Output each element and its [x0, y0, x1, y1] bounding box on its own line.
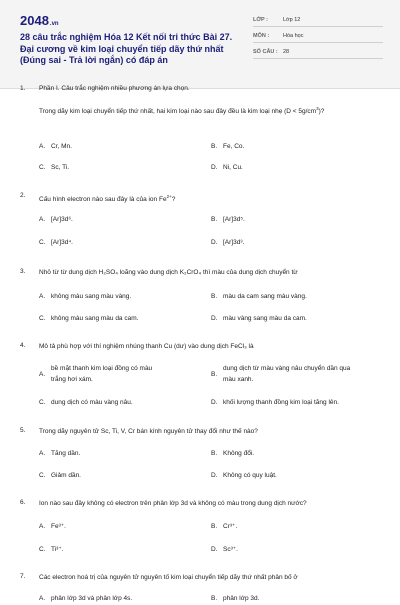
question-text: Ion nào sau đây không có electron trên phân lớp 3d và không có màu trong dung dịch nước?: [39, 500, 307, 507]
page-header: 2048.vn 28 câu trắc nghiệm Hóa 12 Kết nối tri thức Bài 27. Đại cương về kim loại chuyển tiếp dãy thứ nhất (Đúng sai - Trả lời ngắn) có đáp án LỚP : Lớp 12 MÔN : Hóa học SỐ CÂU : 28: [0, 0, 400, 89]
question-text: Trong dãy nguyên tử Sc, Ti, V, Cr bán kính nguyên tử thay đổi như thế nào?: [39, 428, 258, 435]
question-text: Nhỏ từ từ dung dịch H₂SO₄ loãng vào dung dịch K₂CrO₄ thì màu của dung dịch chuyển từ: [39, 269, 298, 276]
question-text: Cấu hình electron nào sau đây là của ion $Fe^{2+}$?: [39, 194, 176, 204]
site-logo[interactable]: 2048.vn: [20, 13, 59, 28]
question-text: Các electron hoá trị của nguyên tử nguyên tố kim loại chuyển tiếp dãy thứ nhất phân bố ở: [39, 574, 298, 581]
question-text: Trong dãy kim loại chuyển tiếp thứ nhất, hai kim loại nào sau đây đều là kim loại nhẹ $(D < 5g/cm^3)$?: [39, 106, 325, 116]
question-text: Mô tả phù hợp với thí nghiệm nhúng thanh Cu (dư) vào dung dịch FeCl₃ là: [39, 343, 254, 350]
document-title: 28 câu trắc nghiệm Hóa 12 Kết nối tri thức Bài 27. Đại cương về kim loại chuyển tiếp dãy thứ nhất (Đúng sai - Trả lời ngắn) có đáp án: [20, 32, 233, 65]
